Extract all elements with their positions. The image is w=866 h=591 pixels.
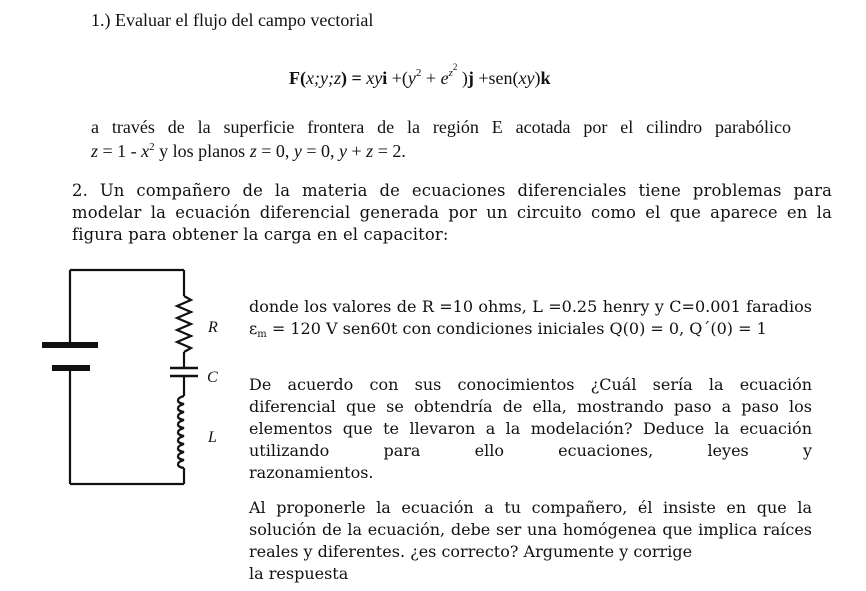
question-1-body [91, 115, 791, 163]
battery-long-plate [42, 342, 98, 348]
differential-equation-question: De acuerdo con sus conocimientos ¿Cuál sería la ecuación diferencial que se obtendría de ella, mostrando paso a paso los elementos que te llevaron a la modelación? Deduce la ecuación utilizando para ello ecuaciones, leyes y razonamientos. [249, 375, 812, 482]
question-1-heading: 1.) Evaluar el flujo del campo vectorial [91, 10, 374, 30]
resistor-label: R [208, 319, 218, 336]
question-1-body-line-2: $z = 1 - x^2$ y los planos z = 0, y = 0, y + z = 2. [91, 141, 406, 161]
resistor-symbol [177, 296, 191, 352]
question-2-intro: 2. Un compañero de la materia de ecuaciones diferenciales tiene problemas para modelar la ecuación diferencial generada por un circuito como el que aparece en la figura para obtener la carga en el capacitor: [72, 181, 832, 244]
circuit-values-paragraph: donde los valores de R =10 ohms, L =0.25 henry y C=0.001 faradios $\varepsilon_m = 120$ V sen60t con condiciones iniciales Q(0) = 0, Q´(0) = 1 [249, 297, 812, 340]
rlc-circuit-diagram [40, 262, 240, 494]
vector-field-formula: F(x;y;z) = xyi $+(y^2 + e^{z^2}$ )j +sen(xy)k [289, 62, 551, 88]
question-1-body-line-1: a través de la superficie frontera de la región E acotada por el cilindro parabólico [91, 117, 791, 137]
solution-proposal-paragraph: Al proponerle la ecuación a tu compañero, él insiste en que la solución de la ecuación, debe ser una homógenea que implica raíces reales y diferentes. ¿es correcto? Argumente y corrige la respuesta [249, 498, 812, 583]
capacitor-label: C [207, 369, 218, 386]
inductor-symbol [178, 396, 184, 468]
battery-short-plate [52, 365, 90, 371]
inductor-label: L [208, 429, 217, 446]
